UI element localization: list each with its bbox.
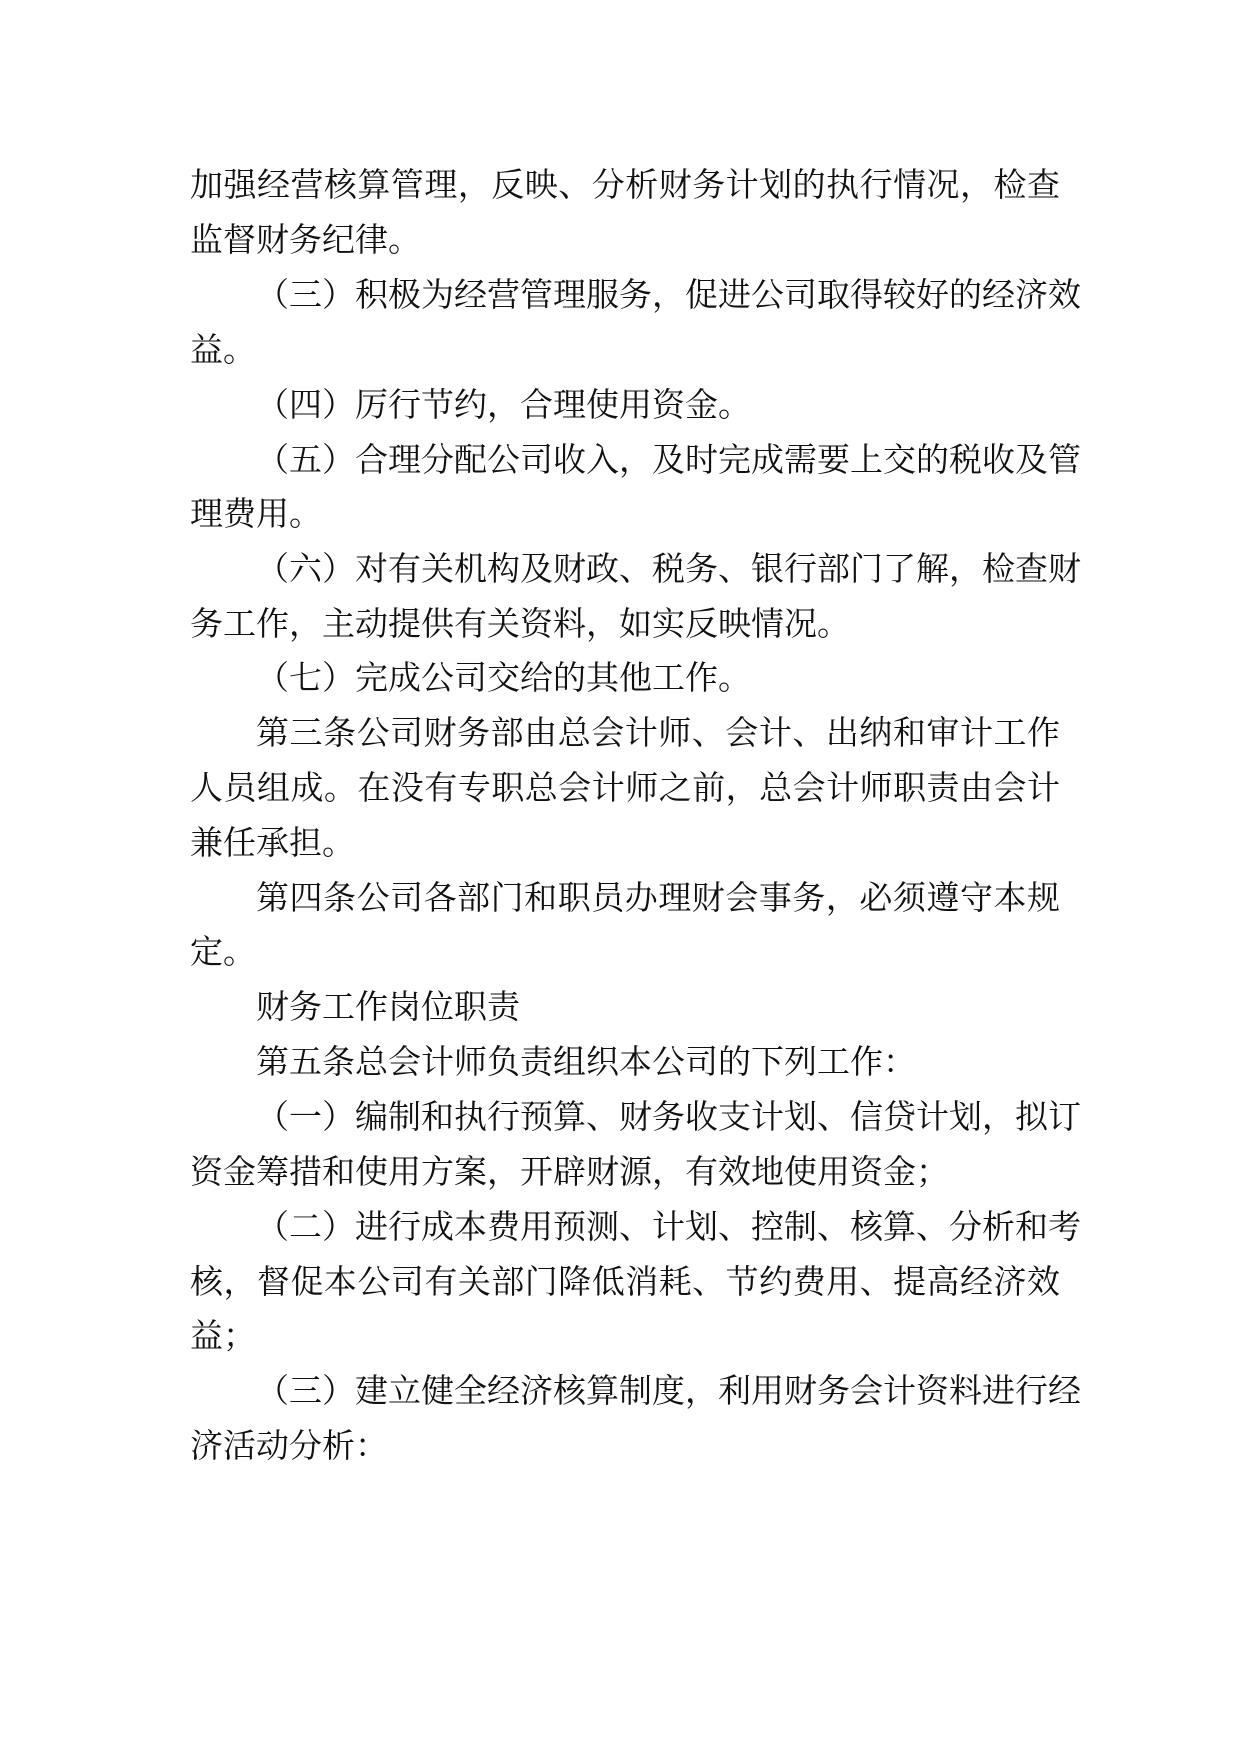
text-line-4: 益。: [190, 330, 256, 369]
text-line-7: 理费用。: [190, 494, 322, 533]
text-line-9: 务工作，主动提供有关资料，如实反映情况。: [190, 604, 850, 643]
text-line-13: 兼任承担。: [190, 823, 355, 862]
text-line-22: 益；: [190, 1316, 256, 1355]
text-line-23: （三）建立健全经济核算制度，利用财务会计资料进行经: [256, 1371, 1081, 1410]
text-line-8: （六）对有关机构及财政、税务、银行部门了解，检查财: [256, 549, 1081, 588]
text-line-11: 第三条公司财务部由总会计师、会计、出纳和审计工作: [256, 713, 1060, 752]
text-line-14: 第四条公司各部门和职员办理财会事务，必须遵守本规: [256, 878, 1060, 917]
text-line-3: （三）积极为经营管理服务，促进公司取得较好的经济效: [256, 275, 1081, 314]
text-line-6: （五）合理分配公司收入，及时完成需要上交的税收及管: [256, 440, 1081, 479]
text-line-5: （四）厉行节约，合理使用资金。: [256, 385, 751, 424]
text-line-19: 资金筹措和使用方案，开辟财源，有效地使用资金；: [190, 1152, 949, 1191]
section-heading: 财务工作岗位职责: [256, 987, 520, 1026]
text-line-15: 定。: [190, 932, 256, 971]
text-line-1: 加强经营核算管理，反映、分析财务计划的执行情况，检查: [190, 165, 1060, 204]
text-line-10: （七）完成公司交给的其他工作。: [256, 658, 751, 697]
text-line-2: 监督财务纪律。: [190, 220, 421, 259]
text-line-24: 济活动分析：: [190, 1426, 388, 1465]
text-line-18: （一）编制和执行预算、财务收支计划、信贷计划，拟订: [256, 1097, 1081, 1136]
text-line-17: 第五条总会计师负责组织本公司的下列工作：: [256, 1042, 916, 1081]
text-line-12: 人员组成。在没有专职总会计师之前，总会计师职责由会计: [190, 768, 1060, 807]
text-line-21: 核，督促本公司有关部门降低消耗、节约费用、提高经济效: [190, 1262, 1060, 1301]
text-line-20: （二）进行成本费用预测、计划、控制、核算、分析和考: [256, 1207, 1081, 1246]
